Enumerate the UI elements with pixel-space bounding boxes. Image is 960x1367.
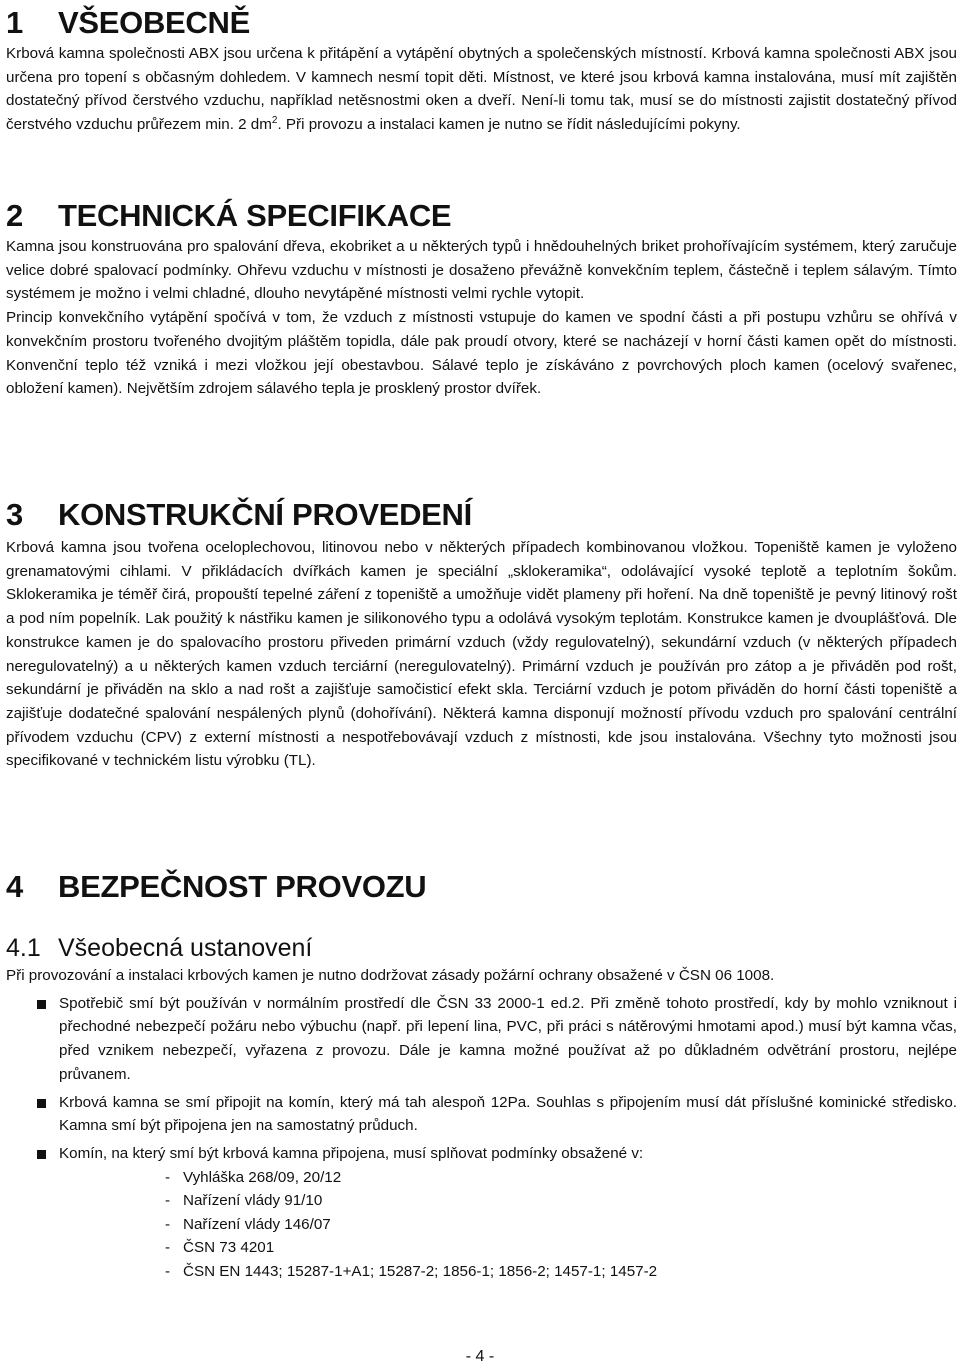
regulation-dash-list xyxy=(6,1166,957,1284)
bullet-text: Spotřebič smí být používán v normálním prostředí dle ČSN 33 2000-1 ed.2. Při změně tohoto prostředí, kdy by mohlo vzniknout i přechodné nebezpečí požáru nebo výbuchu (např. při lepení lina, PVC, při práci s nátěrovými hmotami apod.) musí být kamna včas, před vznikem nebezpečí, vyřazena z provozu. Dále je kamna možné používat až po důkladném odvětrání prostoru, nejlépe průvanem. xyxy=(59,994,957,1083)
section-1-text-end: . Při provozu a instalaci kamen je nutno se řídit následujícími pokyny. xyxy=(277,116,741,134)
section-3 xyxy=(6,496,957,773)
page-number: - 4 - xyxy=(465,1348,495,1365)
regulation-text: ČSN 73 4201 xyxy=(183,1239,275,1257)
square-bullet-icon xyxy=(37,1099,46,1108)
superscript-2: 2 xyxy=(271,115,278,127)
section-1-text: Krbová kamna společnosti ABX jsou určena k přitápění a vytápění obytných a společenských místností. Krbová kamna společnosti ABX jsou určena pro topení s občasným dohledem. V kamnech nesmí topit děti. Místnost, ve které jsou krbová kamna instalována, musí mít zajištěn dostatečný přívod čerstvého vzduchu, například netěsnostmi oken a dveří. Není-li tomu tak, musí se do místnosti zajistit dostatečný přívod čerstvého vzduchu průřezem min. 2 dm xyxy=(6,45,957,134)
section-1-heading xyxy=(6,4,957,42)
bullet-text: Krbová kamna se smí připojit na komín, který má tah alespoň 12Pa. Souhlas s připojením musí dát příslušné kominické středisko. Kamna smí být připojena jen na samostatný průduch. xyxy=(59,1093,957,1135)
dash-marker: - xyxy=(165,1192,171,1210)
list-item xyxy=(6,1142,957,1166)
subsection-4-1-number: 4.1 xyxy=(6,934,41,962)
section-2-heading xyxy=(6,197,957,235)
list-item xyxy=(6,992,957,1087)
section-1 xyxy=(6,4,957,137)
section-4-title: BEZPEČNOST PROVOZU xyxy=(58,869,427,904)
subsection-4-1-title: Všeobecná ustanovení xyxy=(58,934,313,962)
section-3-paragraph: Krbová kamna jsou tvořena oceloplechovou, litinovou nebo v některých případech kombinovanou vložkou. Topeniště kamen je vyloženo grenamatovými cihlami. V přikládacích dvířkách kamen je speciální „sklokeramika“, odolávající vysoké teplotě a teplotním šokům. Sklokeramika je téměř čirá, propouští tepelné záření z topeniště a umožňuje vidět plameny při hoření. Na dně topeniště je pevný litinový rošt a pod ním popelník. Lak použitý k nástřiku kamen je silikonového typu a odolává vysokým teplotám. Konstrukce kamen je dvouplášťová. Dle konstrukce kamen je do spalovacího prostoru přiveden primární vzduch (vždy regulovatelný), sekundární vzduch (v některých případech neregulovatelný) a u některých kamen vzduch terciární (neregulovatelný). Primární vzduch je používán pro zátop a je přiváděn pod rošt, sekundární je přiváděn na sklo a nad rošt a zajišťuje samočisticí efekt skla. Terciární vzduch je potom přiváděn do horní části topeniště a zajišťuje dodatečné spalování nespálených plynů (dohořívání). Některá kamna disponují možností přívodu vzduch pro spalování centrální přívodem vzduchu (CPV) z externí místnosti a nespotřebovávají vzduch z místnosti, kde jsou instalována. Všechny tyto možnosti jsou specifikované v technickém listu výrobku (TL). xyxy=(6,539,957,770)
section-4-heading xyxy=(6,868,957,906)
square-bullet-icon xyxy=(37,1150,46,1159)
dash-marker: - xyxy=(165,1168,171,1186)
section-3-heading xyxy=(6,496,957,534)
safety-bullet-list xyxy=(6,992,957,1166)
list-item xyxy=(165,1260,957,1284)
list-item xyxy=(6,1091,957,1138)
dash-marker: - xyxy=(165,1215,171,1233)
section-2-title: TECHNICKÁ SPECIFIKACE xyxy=(58,198,452,233)
regulation-text: Nařízení vlády 91/10 xyxy=(183,1192,323,1210)
regulation-text: ČSN EN 1443; 15287-1+A1; 15287-2; 1856-1; 1856-2; 1457-1; 1457-2 xyxy=(183,1263,658,1280)
square-bullet-icon xyxy=(37,1000,46,1009)
dash-marker: - xyxy=(165,1263,171,1280)
section-1-title: VŠEOBECNĚ xyxy=(58,5,250,40)
section-4-intro: Při provozování a instalaci krbových kamen je nutno dodržovat zásady požární ochrany obsažené v ČSN 06 1008. xyxy=(6,967,775,984)
section-1-number: 1 xyxy=(6,5,23,40)
regulation-text: Nařízení vlády 146/07 xyxy=(183,1215,331,1233)
section-2-paragraph-1: Kamna jsou konstruována pro spalování dřeva, ekobriket a u některých typů i hnědouhelných briket prohořívajícím systémem, který zaručuje velice dobré spalovací podmínky. Ohřevu vzduchu v místnosti je dosaženo převážně konvekčním teplem, částečně i teplem sálavým. Tímto systémem je možno i velmi chladné, dlouho nevytápěné místnosti velmi rychle vytopit. xyxy=(6,238,957,303)
section-2 xyxy=(6,197,957,401)
section-3-number: 3 xyxy=(6,497,23,532)
section-3-title: KONSTRUKČNÍ PROVEDENÍ xyxy=(58,497,472,532)
list-item xyxy=(165,1213,957,1237)
section-1-paragraph xyxy=(6,42,957,137)
section-2-paragraph-2: Princip konvekčního vytápění spočívá v tom, že vzduch z místnosti vstupuje do kamen ve spodní části a při postupu vzhůru se ohřívá v konvekčním prostoru tvořeného dvojitým pláštěm topidla, dále pak proudí otvory, které se nacházejí v horní části kamen opět do místnosti. Konvenční teplo též vzniká i mezi vložkou její obestavbou. Sálavé teplo je získáváno z povrchových ploch kamen (ocelový svařenec, obložení kamen). Největším zdrojem sálavého tepla je prosklený prostor dvířek. xyxy=(6,309,957,398)
subsection-4-1-heading xyxy=(6,932,957,964)
regulation-text: Vyhláška 268/09, 20/12 xyxy=(183,1168,342,1186)
list-item xyxy=(165,1189,957,1213)
section-2-number: 2 xyxy=(6,198,23,233)
list-item xyxy=(165,1166,957,1190)
section-4 xyxy=(6,868,957,1284)
dash-marker: - xyxy=(165,1239,171,1257)
bullet-text: Komín, na který smí být krbová kamna připojena, musí splňovat podmínky obsažené v: xyxy=(59,1144,644,1162)
list-item xyxy=(165,1236,957,1260)
section-4-number: 4 xyxy=(6,869,23,904)
